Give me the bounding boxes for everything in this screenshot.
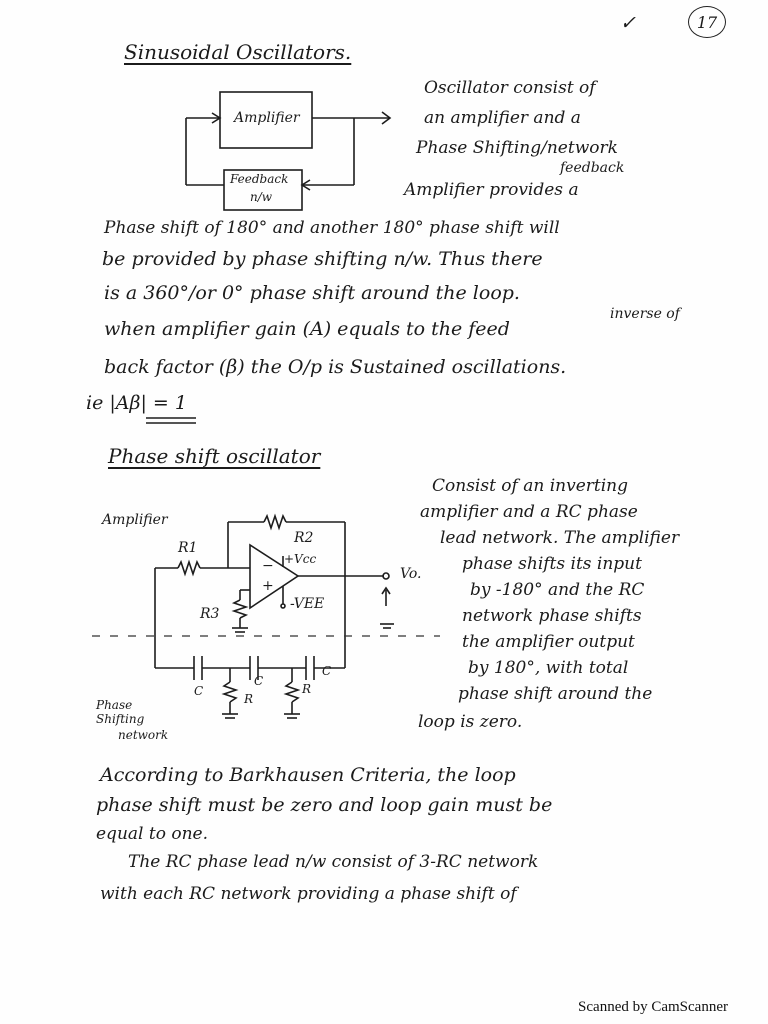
s2-side-line-5: by -180° and the RC [470,580,645,600]
plus-label: + [262,578,274,594]
feedback-nw-label: n/w [250,190,273,204]
body-line-4: when amplifier gain (A) equals to the feed [104,318,510,340]
s3-line-1: According to Barkhausen Criteria, the loop [100,764,516,786]
phase-net-label-2: Shifting [96,712,145,726]
c2-label: C [254,674,264,688]
side-line-5: Amplifier provides a [404,180,579,200]
s2-side-line-3: lead network. The amplifier [440,528,680,548]
section-title-phase-shift: Phase shift oscillator [108,444,321,468]
c3-label: C [322,664,332,678]
s2-side-line-7: the amplifier output [462,632,635,652]
amplifier-label: Amplifier [234,110,300,126]
r1-label: R1 [178,540,198,556]
body-line-6: back factor (β) the O/p is Sustained oscillations. [104,356,567,378]
s3-line-4: The RC phase lead n/w consist of 3-RC network [128,852,539,872]
body-line-7: ie |Aβ| = 1 [86,392,187,414]
check-mark: ✓ [620,12,636,34]
circuit-amplifier-label: Amplifier [102,512,168,528]
side-line-4: feedback [560,160,625,176]
vee-label: -VEE [290,596,325,612]
vcc-label: +Vcc [284,552,317,566]
phase-net-label-1: Phase [96,698,133,712]
side-line-1: Oscillator consist of [424,78,596,98]
body-line-5: inverse of [610,306,680,322]
s2-side-line-10: loop is zero. [418,712,523,732]
minus-label: − [262,558,274,574]
body-line-3: is a 360°/or 0° phase shift around the loop. [104,282,520,304]
s3-line-3: equal to one. [96,824,208,844]
c1-label: C [194,684,204,698]
side-line-2: an amplifier and a [424,108,581,128]
s2-side-line-8: by 180°, with total [468,658,629,678]
body-line-1: Phase shift of 180° and another 180° phase shift will [104,218,560,238]
feedback-label: Feedback [230,172,289,186]
s2-side-line-4: phase shifts its input [462,554,642,574]
page-number: 17 [688,6,726,38]
phase-net-label-3: network [118,728,169,742]
r2-label: R2 [294,530,314,546]
s2-side-line-6: network phase shifts [462,606,642,626]
s3-line-5: with each RC network providing a phase shift of [100,884,517,904]
scanner-watermark: Scanned by CamScanner [578,999,728,1015]
body-line-2: be provided by phase shifting n/w. Thus there [102,248,543,270]
vo-label: Vo. [400,566,422,582]
shunt-r1-label: R [244,692,254,706]
s2-side-line-9: phase shift around the [458,684,653,704]
s3-line-2: phase shift must be zero and loop gain must be [96,794,553,816]
s2-side-line-1: Consist of an inverting [432,476,629,496]
r3-label: R3 [200,606,220,622]
s2-side-line-2: amplifier and a RC phase [420,502,638,522]
shunt-r2-label: R [302,682,312,696]
section-title-sinusoidal: Sinusoidal Oscillators. [124,40,352,64]
side-line-3: Phase Shifting/network [416,138,618,158]
